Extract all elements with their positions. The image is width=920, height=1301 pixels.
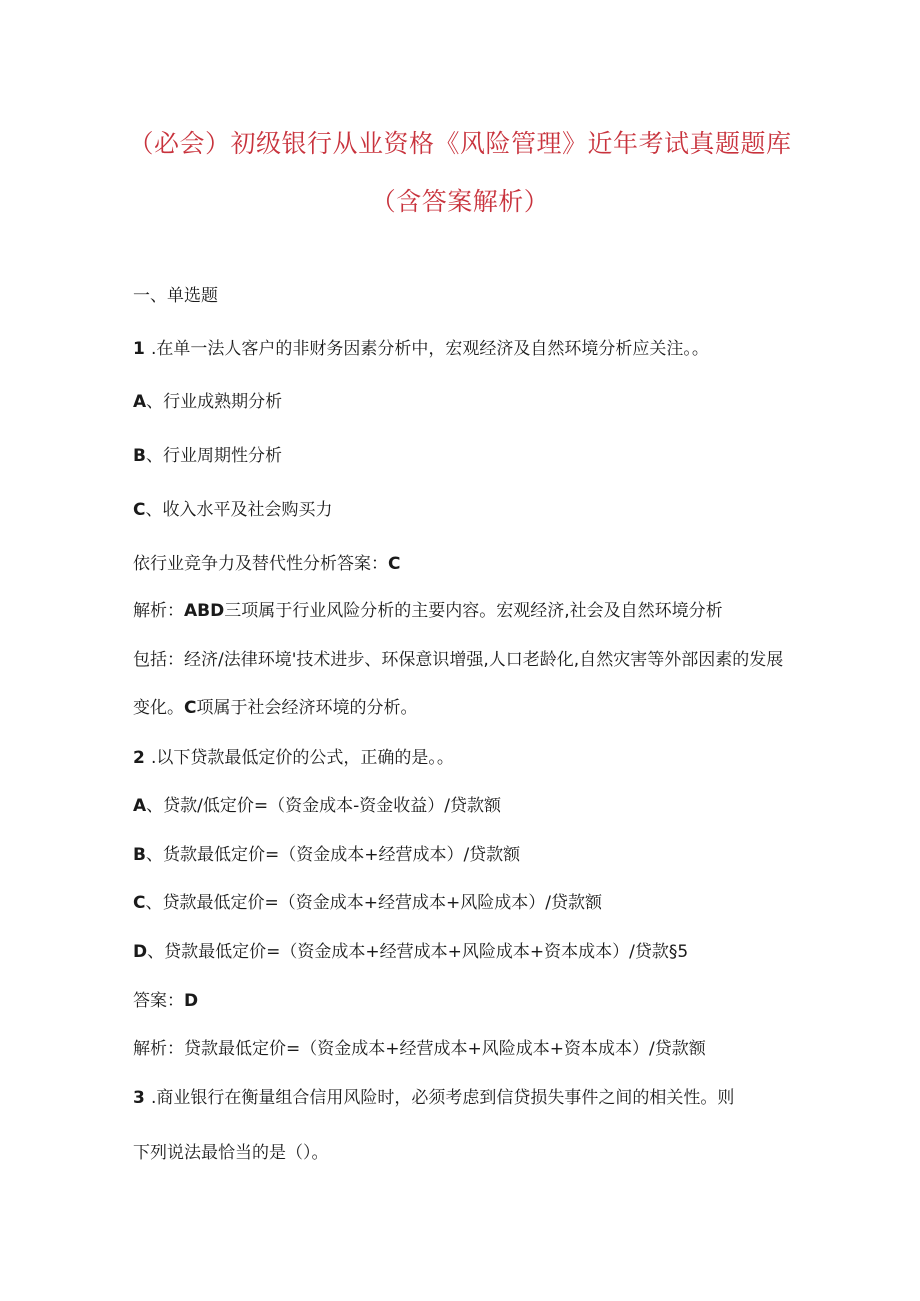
question-number: 2 [133,748,145,768]
q2-explanation: 解析：贷款最低定价=（资金成本+经营成本+风险成本+资本成本）/贷款额 [133,1039,706,1059]
q1-explanation-1 [133,596,723,621]
option-text: 、行业成熟期分析 [146,392,283,412]
section-heading: 一、单选题 [133,286,218,306]
question-stem: .在单一法人客户的非财务因素分析中，宏观经济及自然环境分析应关注。。 [151,339,709,359]
q1-explanation-3 [133,693,417,718]
q1-option-d-answer [133,549,400,574]
answer-letter: C [388,554,401,574]
question-2 [133,743,454,768]
explanation-prefix: 变化。 [133,698,184,718]
answer-letter: D [184,991,199,1011]
question-3 [133,1083,734,1108]
option-text: 、货款最低定价=（资金成本+经营成本）/贷款额 [145,845,521,865]
explanation-text: 项属于社会经济环境的分析。 [196,698,418,718]
option-label: D [133,942,148,962]
option-text: 、贷款/低定价=（资金成本-资金收益）/贷款额 [146,796,502,816]
option-label: B [133,845,146,865]
q1-option-a [133,387,282,412]
option-label: A [133,796,147,816]
option-text: 依行业竞争力及替代性分析答案： [133,554,388,574]
option-text: 、行业周期性分析 [145,446,282,466]
q1-option-b [133,441,282,466]
q2-answer [133,986,198,1011]
option-label: C [133,893,146,913]
q1-option-c [133,495,332,520]
option-label: A [133,392,147,412]
q2-option-c [133,888,602,913]
answer-prefix: 答案： [133,991,184,1011]
document-title: （必会）初级银行从业资格《风险管理》近年考试真题题库 [128,129,792,158]
option-text: 、收入水平及社会购买力 [145,500,333,520]
explanation-bold: ABD [184,601,225,621]
explanation-bold: C [184,698,197,718]
question-stem: .以下贷款最低定价的公式，正确的是。。 [151,748,454,768]
question-3-continued: 下列说法最恰当的是（）。 [133,1143,329,1163]
explanation-prefix: 解析： [133,601,184,621]
question-stem: .商业银行在衡量组合信用风险时，必须考虑到信贷损失事件之间的相关性。则 [151,1088,735,1108]
question-1 [133,334,709,359]
option-text: 、贷款最低定价=（资金成本+经营成本+风险成本+资本成本）/贷款§5 [147,942,689,962]
option-label: B [133,446,146,466]
explanation-text: 三项属于行业风险分析的主要内容。宏观经济,社会及自然环境分析 [224,601,723,621]
question-number: 3 [133,1088,145,1108]
q2-option-a [133,791,501,816]
q1-explanation-2: 包括：经济/法律环境'技术进步、环保意识增强,人口老龄化,自然灾害等外部因素的发展 [133,650,784,670]
q2-option-d [133,937,688,962]
question-number: 1 [133,339,145,359]
q2-option-b [133,840,520,865]
document-subtitle: （含答案解析） [370,187,550,216]
option-text: 、贷款最低定价=（资金成本+经营成本+风险成本）/贷款额 [145,893,602,913]
option-label: C [133,500,146,520]
